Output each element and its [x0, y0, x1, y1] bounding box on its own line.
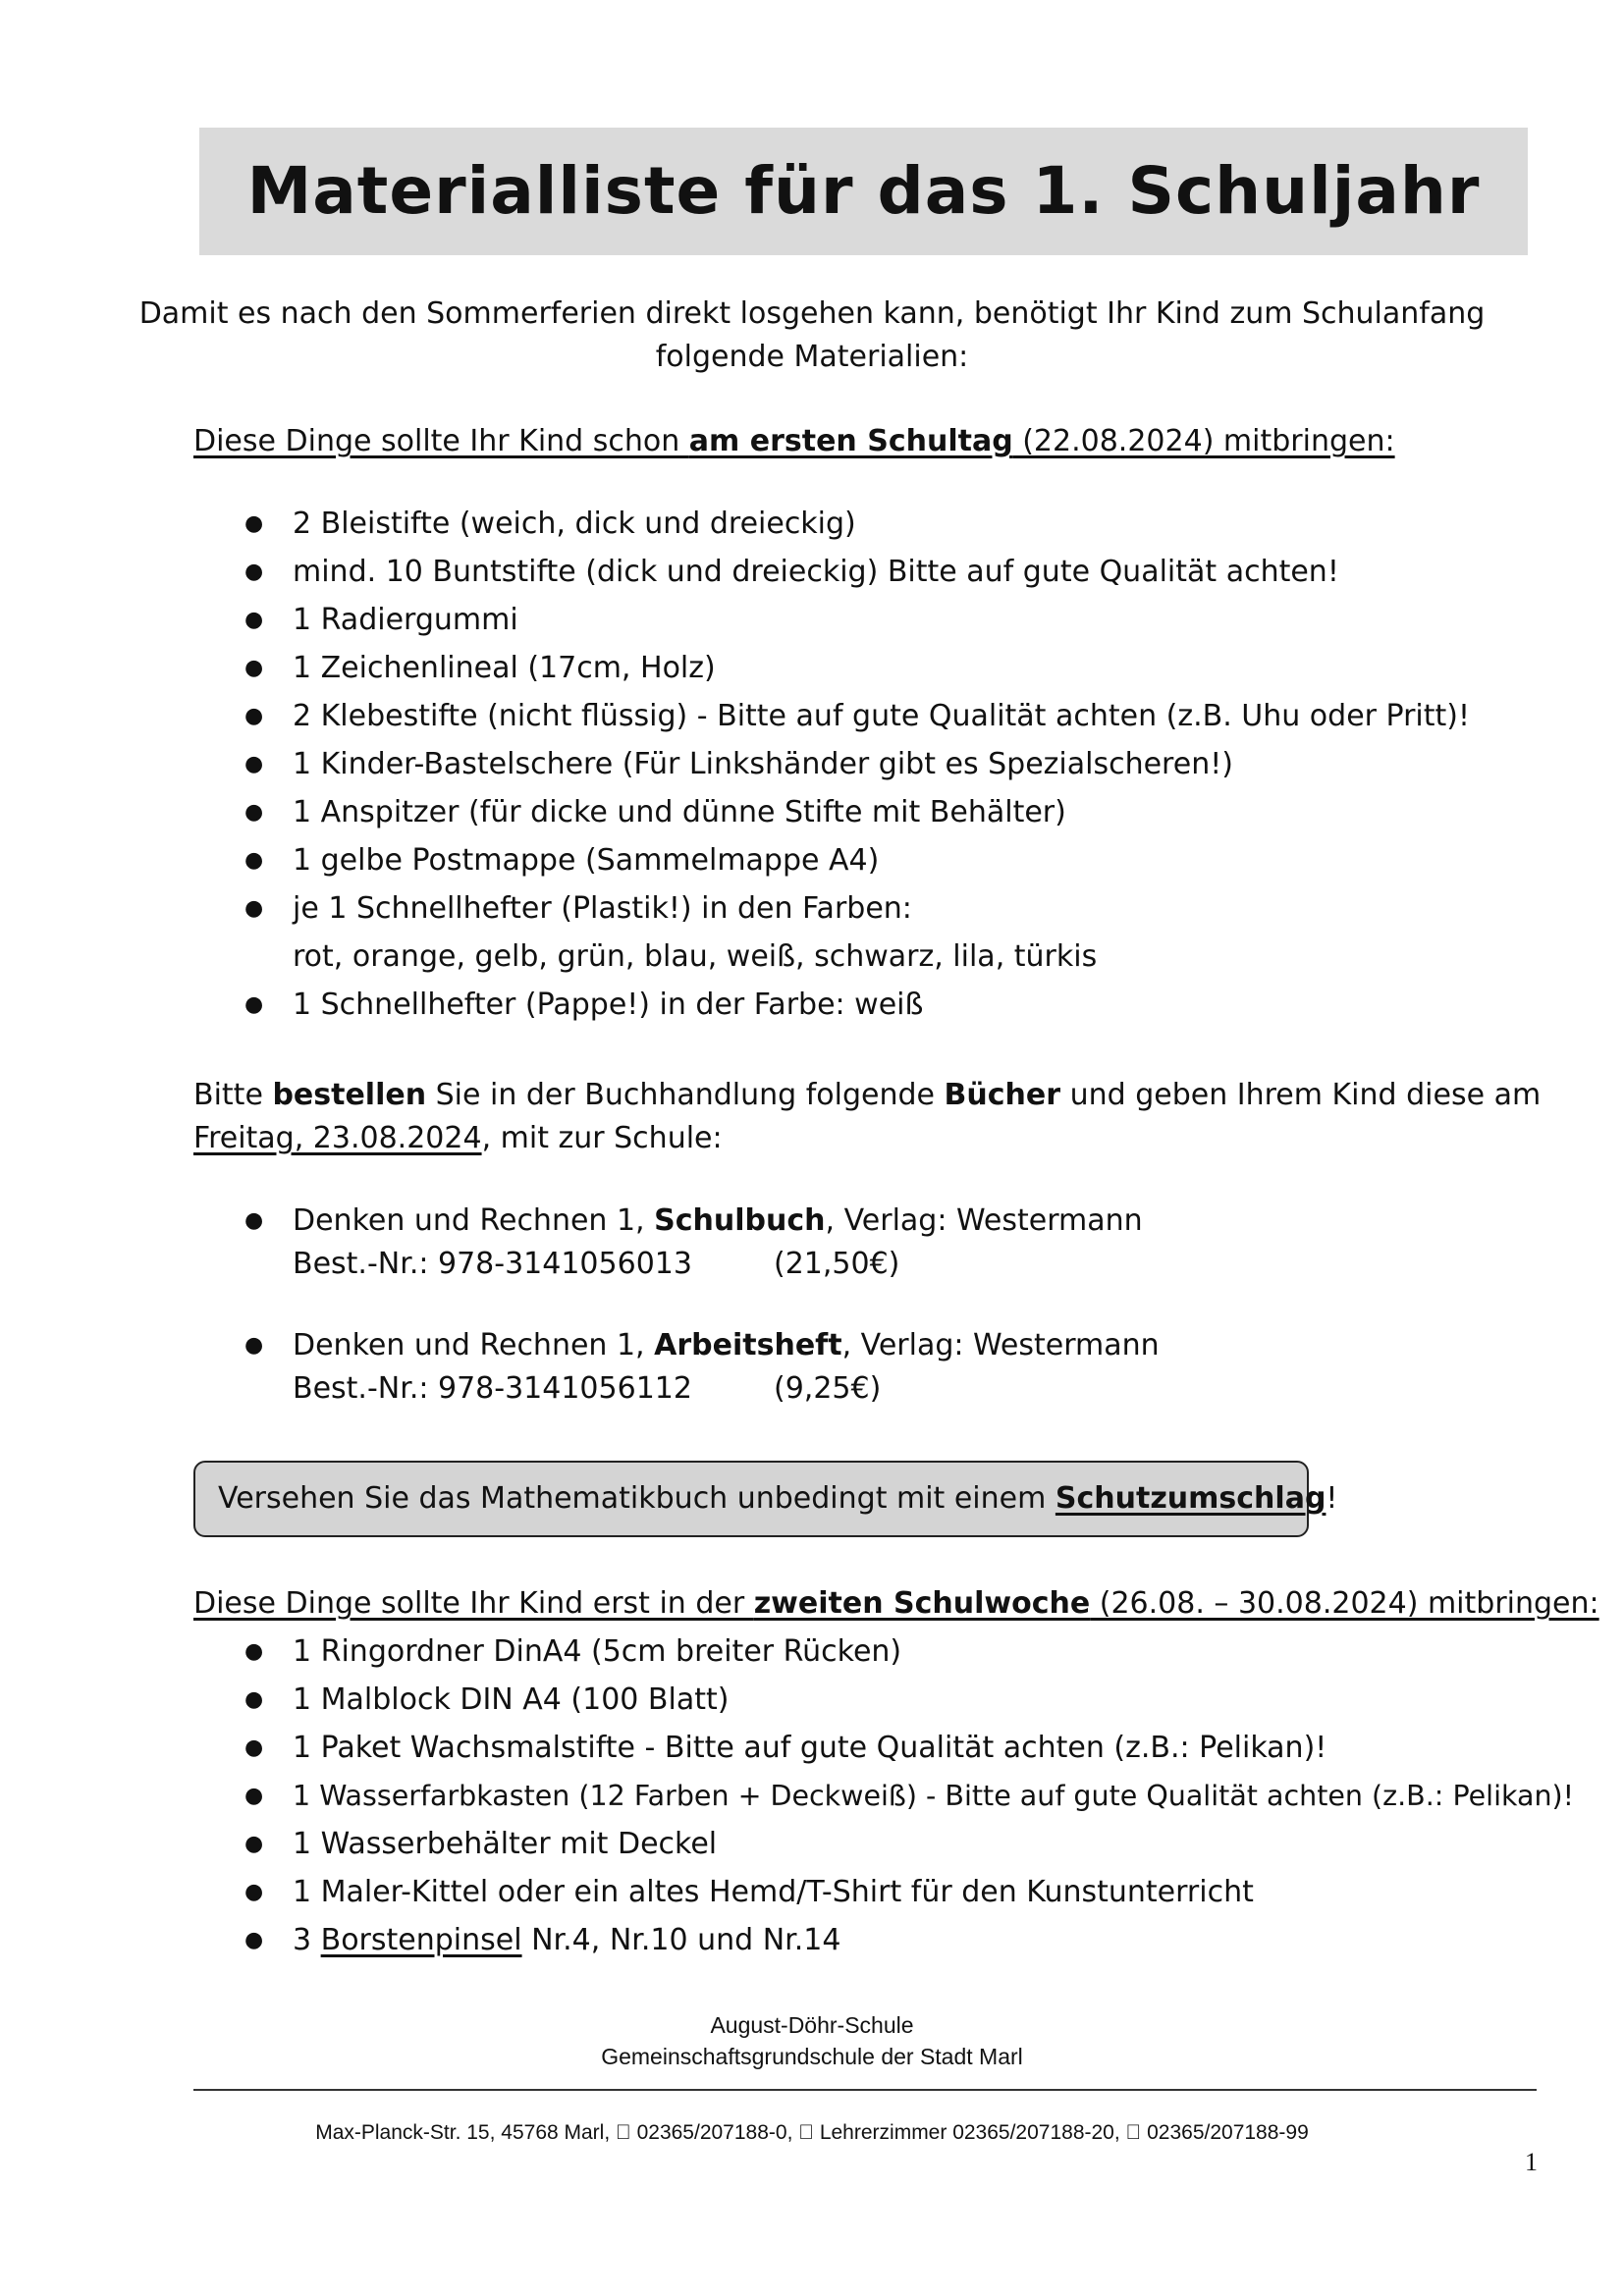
- notice-text: [218, 1477, 1337, 1521]
- bullet-icon: ●: [244, 752, 264, 776]
- footer-school-name: August-Döhr-Schule: [710, 2012, 914, 2038]
- section2-heading: [193, 1582, 1599, 1626]
- books-intro: [193, 1074, 1541, 1117]
- list-item: 1 Anspitzer (für dicke und dünne Stifte mit Behälter): [293, 795, 1066, 829]
- bullet-icon: ●: [244, 800, 264, 825]
- books-intro-d: Bücher: [944, 1078, 1061, 1112]
- bullet-icon: ●: [244, 992, 264, 1017]
- bullet-icon: ●: [244, 704, 264, 728]
- book1-title: [293, 1200, 1143, 1243]
- books-date-post: , mit zur Schule:: [481, 1121, 723, 1155]
- bullet-icon: ●: [244, 656, 264, 680]
- list-item: 1 gelbe Postmappe (Sammelmappe A4): [293, 843, 880, 878]
- section2-heading-post: (26.08. – 30.08.2024) mitbringen:: [1090, 1586, 1599, 1621]
- bullet-icon: ●: [244, 560, 264, 584]
- book1-post: , Verlag: Westermann: [825, 1203, 1143, 1238]
- page-title: Materialliste für das 1. Schuljahr: [246, 153, 1481, 229]
- book1-bold: Schulbuch: [654, 1203, 826, 1238]
- books-date: Freitag, 23.08.2024: [193, 1121, 482, 1155]
- list-item: je 1 Schnellhefter (Plastik!) in den Farben:: [293, 891, 912, 926]
- bullet-icon: ●: [244, 1735, 264, 1760]
- bullet-icon: ●: [244, 896, 264, 921]
- book2-price: (9,25€): [774, 1371, 882, 1406]
- intro-line-2: folgende Materialien:: [655, 340, 969, 374]
- book1-pre: Denken und Rechnen 1,: [293, 1203, 655, 1238]
- list-item: 1 Malblock DIN A4 (100 Blatt): [293, 1682, 730, 1717]
- bullet-icon: ●: [244, 1639, 264, 1664]
- books-intro-a: Bitte: [193, 1078, 273, 1112]
- notice-pre: Versehen Sie das Mathematikbuch unbedingt mit einem: [218, 1481, 1056, 1516]
- list-item: 1 Kinder-Bastelschere (Für Linkshänder gibt es Spezialscheren!): [293, 747, 1233, 781]
- books-date-line: [193, 1117, 723, 1160]
- list-item: mind. 10 Buntstifte (dick und dreieckig) Bitte auf gute Qualität achten!: [293, 555, 1339, 589]
- brushes-pre: 3: [293, 1923, 321, 1957]
- section1-heading: [193, 420, 1395, 463]
- list-item: 2 Bleistifte (weich, dick und dreieckig): [293, 507, 856, 541]
- brushes-underlined: Borstenpinsel: [320, 1923, 522, 1957]
- list-item: 1 Radiergummi: [293, 603, 518, 637]
- list-item: 1 Ringordner DinA4 (5cm breiter Rücken): [293, 1634, 902, 1669]
- notice-bold: Schutzumschlag: [1055, 1481, 1326, 1516]
- bullet-icon: ●: [244, 1928, 264, 1952]
- books-intro-c: Sie in der Buchhandlung folgende: [426, 1078, 945, 1112]
- books-intro-b: bestellen: [272, 1078, 427, 1112]
- bullet-icon: ●: [244, 1784, 264, 1808]
- list-item-brushes: [293, 1919, 840, 1962]
- brushes-post: Nr.4, Nr.10 und Nr.14: [521, 1923, 841, 1957]
- list-item: 1 Maler-Kittel oder ein altes Hemd/T-Shirt für den Kunstunterricht: [293, 1875, 1254, 1909]
- book1-order-number: Best.-Nr.: 978-3141056013: [293, 1247, 692, 1281]
- list-item: 1 Paket Wachsmalstifte - Bitte auf gute Qualität achten (z.B.: Pelikan)!: [293, 1731, 1327, 1765]
- section1-heading-bold: am ersten Schultag: [688, 424, 1013, 458]
- section2-heading-bold: zweiten Schulwoche: [753, 1586, 1091, 1621]
- list-item: 1 Wasserbehälter mit Deckel: [293, 1827, 718, 1861]
- bullet-icon: ●: [244, 1880, 264, 1904]
- section1-heading-post: (22.08.2024) mitbringen:: [1012, 424, 1395, 458]
- list-item: 1 Zeichenlineal (17cm, Holz): [293, 651, 716, 685]
- section2-heading-pre: Diese Dinge sollte Ihr Kind erst in der: [193, 1586, 754, 1621]
- section1-heading-pre: Diese Dinge sollte Ihr Kind schon: [193, 424, 689, 458]
- book2-title: [293, 1324, 1160, 1367]
- bullet-icon: ●: [244, 1687, 264, 1712]
- books-intro-e: und geben Ihrem Kind diese am: [1060, 1078, 1542, 1112]
- footer-school-subtitle: Gemeinschaftsgrundschule der Stadt Marl: [601, 2044, 1023, 2069]
- footer-address: Max-Planck-Str. 15, 45768 Marl,   02365/207188-0,   Lehrerzimmer 02365/207188-20,   02365/207188-99: [315, 2121, 1309, 2144]
- list-item: 1 Schnellhefter (Pappe!) in der Farbe: weiß: [293, 988, 924, 1022]
- book2-post: , Verlag: Westermann: [841, 1328, 1160, 1362]
- page-number: 1: [1525, 2148, 1538, 2176]
- book2-bold: Arbeitsheft: [654, 1328, 842, 1362]
- book2-pre: Denken und Rechnen 1,: [293, 1328, 655, 1362]
- footer-divider: [193, 2089, 1537, 2091]
- bullet-icon: ●: [244, 608, 264, 632]
- book2-order-number: Best.-Nr.: 978-3141056112: [293, 1371, 692, 1406]
- bullet-icon: ●: [244, 848, 264, 873]
- notice-post: !: [1326, 1481, 1338, 1516]
- folder-colors: rot, orange, gelb, grün, blau, weiß, schwarz, lila, türkis: [293, 939, 1098, 974]
- bullet-icon: ●: [244, 1832, 264, 1856]
- bullet-icon: ●: [244, 511, 264, 536]
- bullet-icon: ●: [244, 1208, 264, 1233]
- list-item: 1 Wasserfarbkasten (12 Farben + Deckweiß) - Bitte auf gute Qualität achten (z.B.: Pelikan)!: [293, 1780, 1575, 1812]
- list-item: 2 Klebestifte (nicht flüssig) - Bitte auf gute Qualität achten (z.B. Uhu oder Pritt)!: [293, 699, 1471, 733]
- bullet-icon: ●: [244, 1333, 264, 1358]
- book1-price: (21,50€): [774, 1247, 900, 1281]
- intro-line-1: Damit es nach den Sommerferien direkt losgehen kann, benötigt Ihr Kind zum Schulanfang: [138, 296, 1486, 331]
